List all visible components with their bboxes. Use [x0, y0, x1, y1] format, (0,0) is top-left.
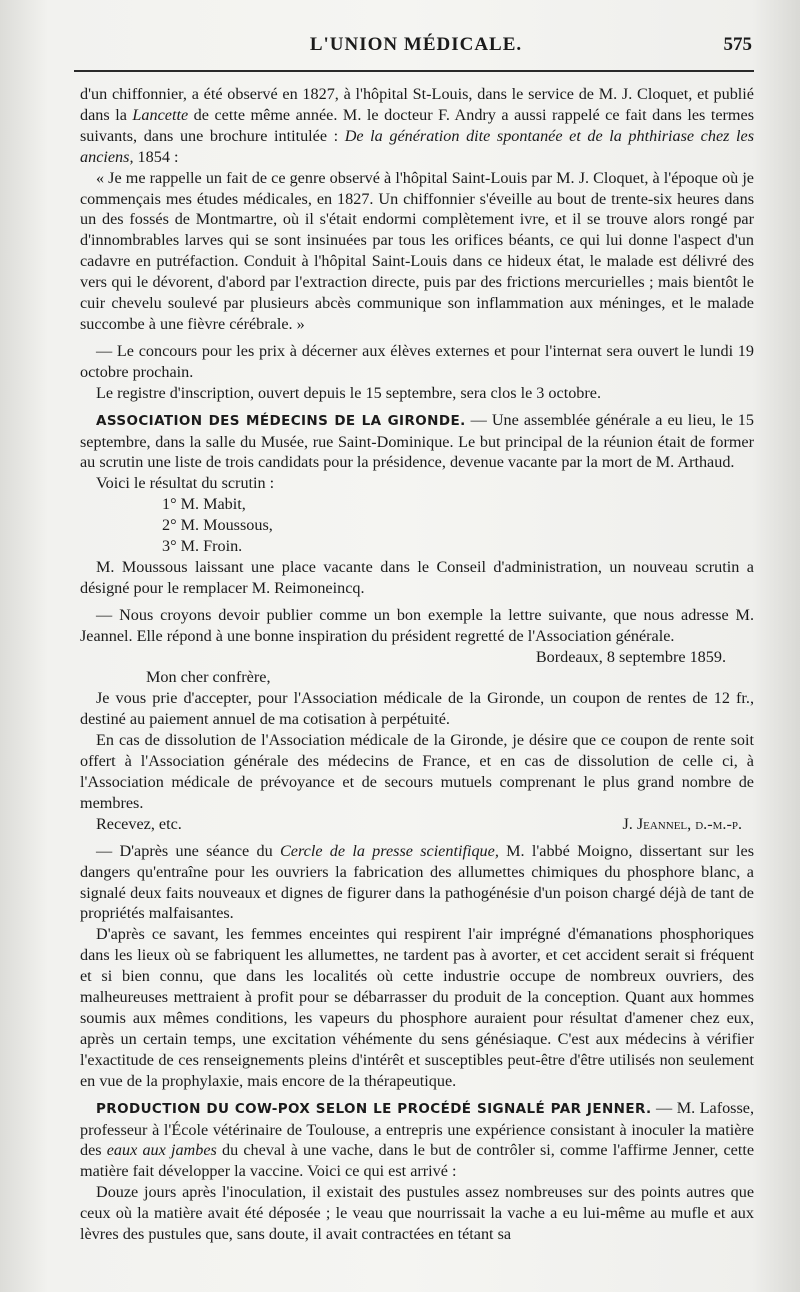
text-span: — Une assemblée générale a eu lieu, le 15 septembre, dans la salle du Musée, rue Saint-Dominique. Le but principal de la réunion était de former au scrutin une liste de trois candidats pour la présidence, devenue vacante par la mort de M. Arthaud. — [80, 410, 754, 472]
list-item: 3° M. Froin. — [162, 537, 243, 556]
paragraph-quote-andry: « Je me rappelle un fait de ce genre observé à l'hôpital Saint-Louis par M. J. Cloquet, à l'époque où je commençais mes études médicales, en 1827. Un chiffonnier s'éveille au bout de trente-six heures dans un des fossés de Montmartre, où il s'était endormi complètement ivre, et il se trouve alors rongé par d'innombrables larves qui se sont insinuées par tous les orifices béants, ce qui lui donne l'aspect d'un cadavre en putréfaction. Conduit à l'hôpital Saint-Louis dans ce hideux état, le malade est délivré des vers qui le dévorent, d'abord par l'extraction directe, puis par des frictions mercurielles ; mais bientôt le cuir chevelu soulevé par plusieurs abcès communique son inflammation aux méninges, et le malade succombe à une fièvre cérébrale. » — [80, 168, 754, 333]
cercle-title: Cercle de la presse scientifique, — [279, 841, 499, 860]
page-number: 575 — [723, 34, 752, 55]
letter-date: Bordeaux, 8 septembre 1859. — [535, 647, 726, 666]
eaux-aux-jambes: eaux aux jambes — [106, 1141, 217, 1160]
letter-paragraph-coupon: Je vous prie d'accepter, pour l'Association médicale de la Gironde, un coupon de rentes de 12 fr., destiné au paiement annuel de ma cotisation à perpétuité. — [80, 689, 754, 729]
paragraph-gironde-association — [80, 410, 754, 474]
paragraph-concours: — Le concours pour les prix à décerner aux élèves externes et pour l'internat sera ouvert le lundi 19 octobre prochain. — [80, 341, 754, 381]
letter-signature-line — [80, 814, 754, 835]
section-heading-cow-pox: PRODUCTION DU COW-POX SELON LE PROCÉDÉ SIGNALÉ PAR JENNER. — [96, 1100, 652, 1117]
text-span: d'un chiffonnier, a été observé en 1827, à l'hôpital St-Louis, dans le service de M. J. Cloquet, et publié dans la — [80, 85, 754, 124]
paragraph-chiffonnier-intro — [80, 84, 754, 168]
article-body — [80, 84, 754, 1245]
text-span: — M. Lafosse, professeur à l'École vétérinaire de Toulouse, a entrepris une expérience consistant à inoculer la matière des — [80, 1098, 755, 1160]
paragraph-moussous: M. Moussous laissant une place vacante dans le Conseil d'administration, un nouveau scrutin a désigné pour le remplacer M. Reimoneincq. — [80, 557, 754, 597]
text-span: 1854 : — [133, 147, 179, 166]
paragraph-phosphore: D'après ce savant, les femmes enceintes qui respirent l'air imprégné d'émanations phosphoriques dans les lieux où se fabriquent les allumettes, ne tardent pas à avorter, et cet accident serait si fréquent et si bien connu, que dans les localités où cette industrie occupe de nombreux ouvriers, des malheureuses mettraient à profit pour se débarrasser du produit de la conception. Quant aux hommes soumis aux mêmes conditions, les vapeurs du phosphore auraient pour résultat d'amener chez eux, après un certain temps, une excitation véhémente du sens génésiaque. C'est aux médecins à vérifier l'exactitude de ces renseignements pleins d'intérêt et susceptibles peut-être d'être utilisés non seulement en vue de la prophylaxie, mais encore de la thérapeutique. — [80, 925, 754, 1090]
page-header — [80, 34, 752, 60]
paragraph-scrutin: Voici le résultat du scrutin : — [96, 474, 275, 493]
candidate-list — [80, 494, 754, 557]
section-heading-gironde: ASSOCIATION DES MÉDECINS DE LA GIRONDE. — [96, 412, 466, 429]
letter-paragraph-dissolution: En cas de dissolution de l'Association médicale de la Gironde, je désire que ce coupon de rente soit offert à l'Association générale des médecins de France, et en cas de dissolution de celle ci, à l'Association médicale de prévoyance et de secours mutuels comprenant le plus grand nombre de membres. — [80, 731, 754, 812]
paragraph-registre: Le registre d'inscription, ouvert depuis le 15 septembre, sera clos le 3 octobre. — [96, 383, 602, 402]
letter-signature: J. Jeannel, d.-m.-p. — [622, 814, 742, 833]
paragraph-lettre-intro: — Nous croyons devoir publier comme un bon exemple la lettre suivante, que nous adresse M. Jeannel. Elle répond à une bonne inspiration du président regretté de l'Association générale. — [80, 605, 754, 645]
text-span: M. l'abbé Moigno, dissertant sur les dangers qu'entraîne pour les ouvriers la fabrication des allumettes chimiques du phosphore blanc, a signalé deux faits nouveaux et dignes de figurer dans la pathogénésie d'un poison chargé déjà de tant de propriétés malfaisantes. — [80, 841, 754, 923]
text-span: du cheval à une vache, dans le but de contrôler si, comme l'affirme Jenner, cette matière fait développer la vaccine. Voici ce qui est arrivé : — [80, 1141, 755, 1181]
header-rule — [74, 70, 754, 72]
journal-title: Lancette — [132, 105, 189, 124]
paragraph-cow-pox — [80, 1098, 754, 1183]
paragraph-moigno — [80, 841, 754, 925]
brochure-title: De la génération dite spontanée et de la phthiriase chez les anciens, — [80, 126, 754, 166]
text-span: — D'après une séance du — [96, 841, 280, 860]
list-item: 1° M. Mabit, — [162, 495, 246, 514]
running-title: L'UNION MÉDICALE. — [309, 34, 523, 55]
letter-salutation: Mon cher confrère, — [146, 668, 271, 687]
list-item: 2° M. Moussous, — [162, 516, 273, 535]
paragraph-pustules: Douze jours après l'inoculation, il existait des pustules assez nombreuses sur des points autres que ceux où la matière avait été déposée ; le veau que nourrissait la vache a eu lui-même au mufle et aux lèvres des pustules que, sans doute, il avait contractées en tétant sa — [80, 1183, 754, 1244]
text-span: de cette même année. M. le docteur F. Andry a aussi rappelé ce fait dans les termes suivants, dans une brochure intitulée : — [80, 105, 755, 145]
letter-closing: Recevez, etc. — [96, 814, 182, 833]
